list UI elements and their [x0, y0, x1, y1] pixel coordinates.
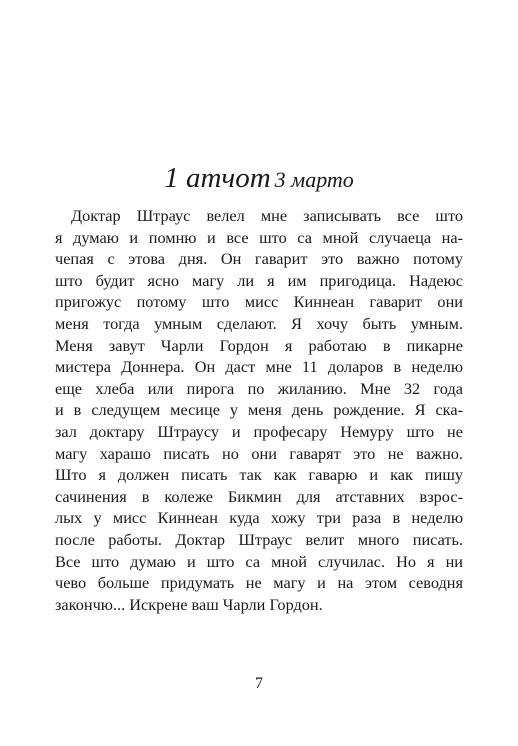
text-line: Все што думаю и што са мной случилас. Но я ни [55, 551, 463, 571]
text-line: после работы. Доктар Штраус велит много писать. [55, 529, 463, 549]
text-line: лых у мисс Киннеан куда хожу три раза в неделю [55, 508, 463, 528]
text-line: сачинения в колеже Бикмин для атставних взрос- [55, 486, 463, 506]
text-line: чево больше придумать не магу и на этом севодня [55, 573, 463, 593]
text-line: Доктар Штраус велел мне записывать все што [71, 206, 463, 225]
report-date: 3 марто [274, 167, 354, 192]
page-number: 7 [255, 675, 263, 692]
text-line: пригожус потому што мисс Киннеан гаварит они [55, 292, 463, 312]
text-line: и в следущем месице у меня день рождение. Я ска- [55, 400, 463, 420]
text-line: я думаю и помню и все што са мной случаеца на- [55, 227, 463, 247]
text-line: меня тогда умным сделают. Я хочу быть умным. [55, 313, 463, 333]
text-line: чепая с этова дня. Он гаварит это важно потому [55, 249, 463, 269]
text-line: еще хлеба или пирога по жиланию. Мне 32 года [55, 378, 463, 398]
text-line: магу харашо писать но они гаварят это не важно. [55, 443, 463, 463]
report-title: 1 атчот [164, 162, 271, 194]
text-line: што будит ясно магу ли я им пригодица. Надеюс [55, 270, 463, 290]
text-line: Меня завут Чарли Гордон я работаю в пикарне [55, 335, 463, 355]
chapter-heading [0, 160, 518, 201]
text-line: мистера Доннера. Он даст мне 11 доларов в неделю [55, 357, 463, 377]
text-line: Што я должен писать так как гаварю и как пишу [55, 465, 463, 485]
body-text [55, 205, 463, 615]
text-line: закончю... Искрене ваш Чарли Гордон. [55, 594, 323, 614]
text-line: зал доктару Штраусу и професару Немуру што не [55, 421, 463, 441]
